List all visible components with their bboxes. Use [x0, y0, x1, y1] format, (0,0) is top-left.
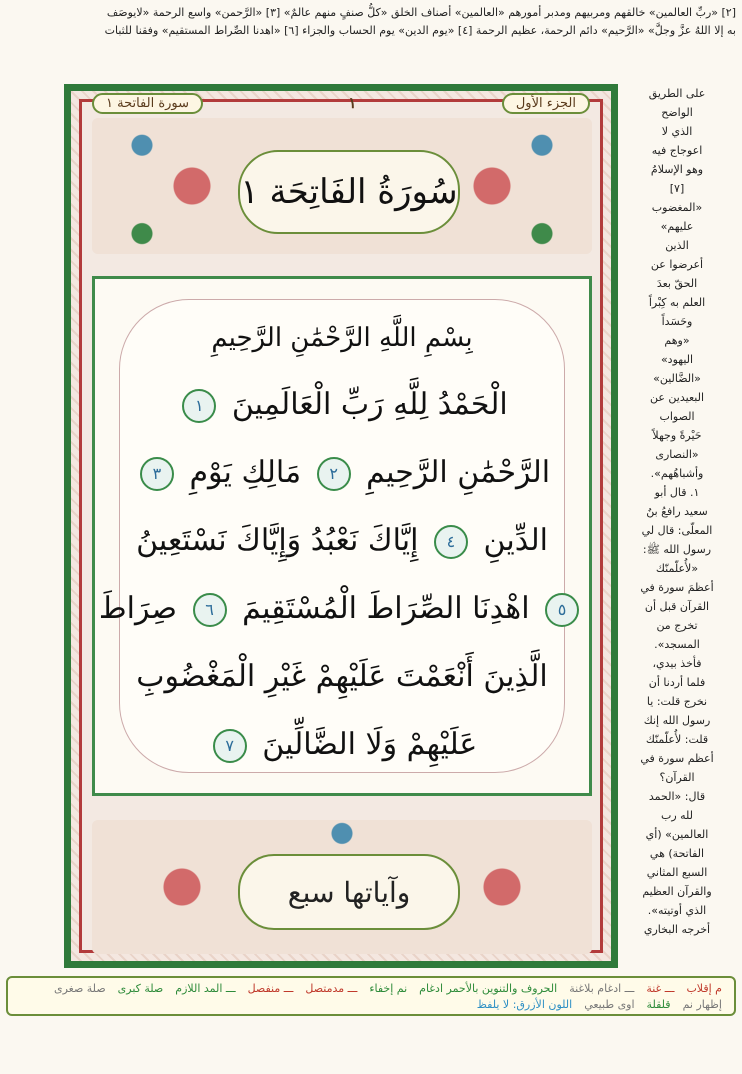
legend-item: ـــ منفصل — [247, 981, 294, 995]
basmala: بِسْمِ اللَّهِ الرَّحْمَٰنِ الرَّحِيمِ — [211, 323, 473, 353]
legend-item: إظهار نم — [682, 997, 722, 1011]
legend-item: ـــ غنة — [646, 981, 675, 995]
side-note-line: الذي لا — [661, 125, 693, 138]
side-note-line: ١. قال أبو — [654, 486, 700, 499]
side-note-line: نخرج قلت: يا — [646, 695, 708, 708]
side-note-line: وهو الإسلامُ — [650, 163, 704, 176]
side-note-line: والقرآن العظيم — [642, 885, 712, 898]
side-note-line: الذي أوتيته». — [647, 904, 707, 917]
side-note-line: فلما أردنا أن — [648, 676, 706, 689]
side-note-line: اليهود» — [660, 353, 694, 366]
side-note-line: «لأُعلّمنّك — [655, 562, 699, 575]
side-note-line: أعظمَ سورة في — [640, 581, 714, 594]
side-note-line: «الضَّالين» — [653, 372, 701, 385]
side-note-line: العلم به كِبْراً — [648, 296, 706, 309]
ayah-number-marker: ٢ — [317, 457, 351, 491]
verse-line-2 — [95, 455, 589, 491]
side-note-line: قال: «الحمد — [648, 790, 706, 803]
side-note-line: وحَسَداً — [661, 315, 693, 328]
verse-text: اهْدِنَا الصِّرَاطَ الْمُسْتَقِيمَ — [242, 591, 530, 626]
verse-text: صِرَاطَ — [98, 591, 178, 626]
side-note-line: لله رب — [660, 809, 694, 822]
ayah-number-marker: ٥ — [545, 593, 579, 627]
page-number: ١ — [348, 94, 357, 112]
side-note-line: الحقّ بعدَ — [656, 277, 698, 290]
commentary-line-2: به إلا اللهُ عزَّ وجلَّ» «الرَّحيم» دائم الرحمة، عظيم الرحمة [٤] «يوم الدين» يوم الحساب والجزاء [٦] «اهدنا الصِّراط المستقيم» وفقنا للثبات — [104, 24, 736, 37]
side-note-line: اعوجاج فيه — [651, 144, 703, 157]
surah-label: سورة الفاتحة ١ — [92, 93, 203, 114]
verse-text: إِيَّاكَ نَعْبُدُ وَإِيَّاكَ نَسْتَعِينُ — [136, 523, 419, 558]
side-note-line: فأخذ بيدي، — [652, 657, 702, 670]
side-note-line: المسجد». — [654, 638, 700, 651]
ayah-number-marker: ٧ — [213, 729, 247, 763]
side-note-line: أعظم سورة في — [640, 752, 714, 765]
legend-item: م إقلاب — [686, 981, 722, 995]
legend-item: صلة كبرى — [117, 981, 164, 995]
verse-line-3 — [95, 523, 589, 559]
side-note-line: على الطريق — [648, 87, 706, 100]
side-note-line: المعلّى: قال لي — [641, 524, 713, 537]
verse-line-4 — [95, 591, 589, 627]
side-note-line: وأشباهُهم». — [650, 467, 704, 480]
verses-panel — [92, 276, 592, 796]
verse-line-1 — [95, 387, 589, 423]
legend-item: قلقلة — [646, 997, 671, 1011]
side-note-line: الفاتحة) هي — [649, 847, 705, 860]
side-note-line: تخرج من — [656, 619, 698, 632]
top-commentary — [6, 4, 736, 78]
side-note-line: أخرجه البخاري — [643, 923, 711, 936]
legend-item: نم إخفاء — [369, 981, 408, 995]
side-note-line: حَيْرةً وجهلاً — [652, 429, 702, 442]
juz-label: الجزء الأول — [502, 93, 590, 114]
legend-item: صلة صغرى — [53, 981, 106, 995]
side-note-line: قلت: لأُعلّمنّك — [645, 733, 709, 746]
side-note-line: القرآن قبل أن — [644, 600, 710, 613]
verse-count-title: وآياتها سبع — [238, 854, 460, 930]
side-note-line: «المغضوب — [651, 201, 703, 214]
commentary-line-1: [٢] «ربِّ العالمين» خالقهم ومربيهم ومدبر أمورهم «العالمين» أصناف الخلق «كلُّ صنفٍ منهم عالمٌ» [٣] «الرَّحمن» واسع الرحمة «لايوصَف — [106, 6, 736, 19]
side-note-line: العالمين» (أي — [645, 828, 709, 841]
side-note-line: الذين — [665, 239, 689, 252]
legend-item: اللون الأزرق: لا يلفظ — [476, 997, 573, 1011]
verse-text: عَلَيْهِمْ وَلَا الضَّالِّينَ — [262, 727, 478, 762]
side-note-line: سعيد رافعُ بنُ — [646, 505, 708, 518]
ayah-number-marker: ٤ — [434, 525, 468, 559]
side-note-line: رسول الله إنك — [643, 714, 711, 727]
side-note-line: الواضح — [661, 106, 693, 119]
legend-item: ـــ ادغام بلاغنة — [569, 981, 635, 995]
side-commentary — [618, 84, 736, 964]
legend-item: اوى طبيعي — [584, 997, 635, 1011]
side-note-line: رسول الله ﷺ: — [642, 543, 712, 556]
legend-item: ـــ المد اللازم — [175, 981, 236, 995]
side-note-line: «النصارى — [655, 448, 699, 461]
side-note-line: عليهم» — [660, 220, 694, 233]
verse-text: مَالِكِ يَوْمِ — [189, 455, 302, 490]
page-header — [92, 90, 590, 116]
side-note-line: السبع المثاني — [646, 866, 708, 879]
side-note-line: أعرضوا عن — [650, 258, 704, 271]
side-note-line: القرآن؟ — [659, 771, 695, 784]
verse-line-6 — [95, 727, 589, 763]
verse-line-5: الَّذِينَ أَنْعَمْتَ عَلَيْهِمْ غَيْرِ الْمَغْضُوبِ — [136, 659, 548, 694]
verse-text: الرَّحْمَٰنِ الرَّحِيمِ — [366, 455, 551, 490]
verse-text: الدِّينِ — [483, 523, 548, 558]
legend-item: الحروف والتنوين بالأحمر ادغام — [419, 981, 558, 995]
legend-item: ـــ مدمتصل — [305, 981, 358, 995]
side-note-line: [٧] — [669, 182, 685, 195]
side-note-line: الصواب — [659, 410, 695, 423]
ayah-number-marker: ٣ — [140, 457, 174, 491]
ayah-number-marker: ١ — [182, 389, 216, 423]
tajweed-legend — [6, 976, 736, 1016]
ayah-number-marker: ٦ — [193, 593, 227, 627]
verse-text: الْحَمْدُ لِلَّهِ رَبِّ الْعَالَمِينَ — [231, 387, 508, 422]
surah-title: سُورَةُ الفَاتِحَة ١ — [238, 150, 460, 234]
side-note-line: «وهم — [664, 334, 690, 347]
side-note-line: البعيدين عن — [650, 391, 704, 404]
